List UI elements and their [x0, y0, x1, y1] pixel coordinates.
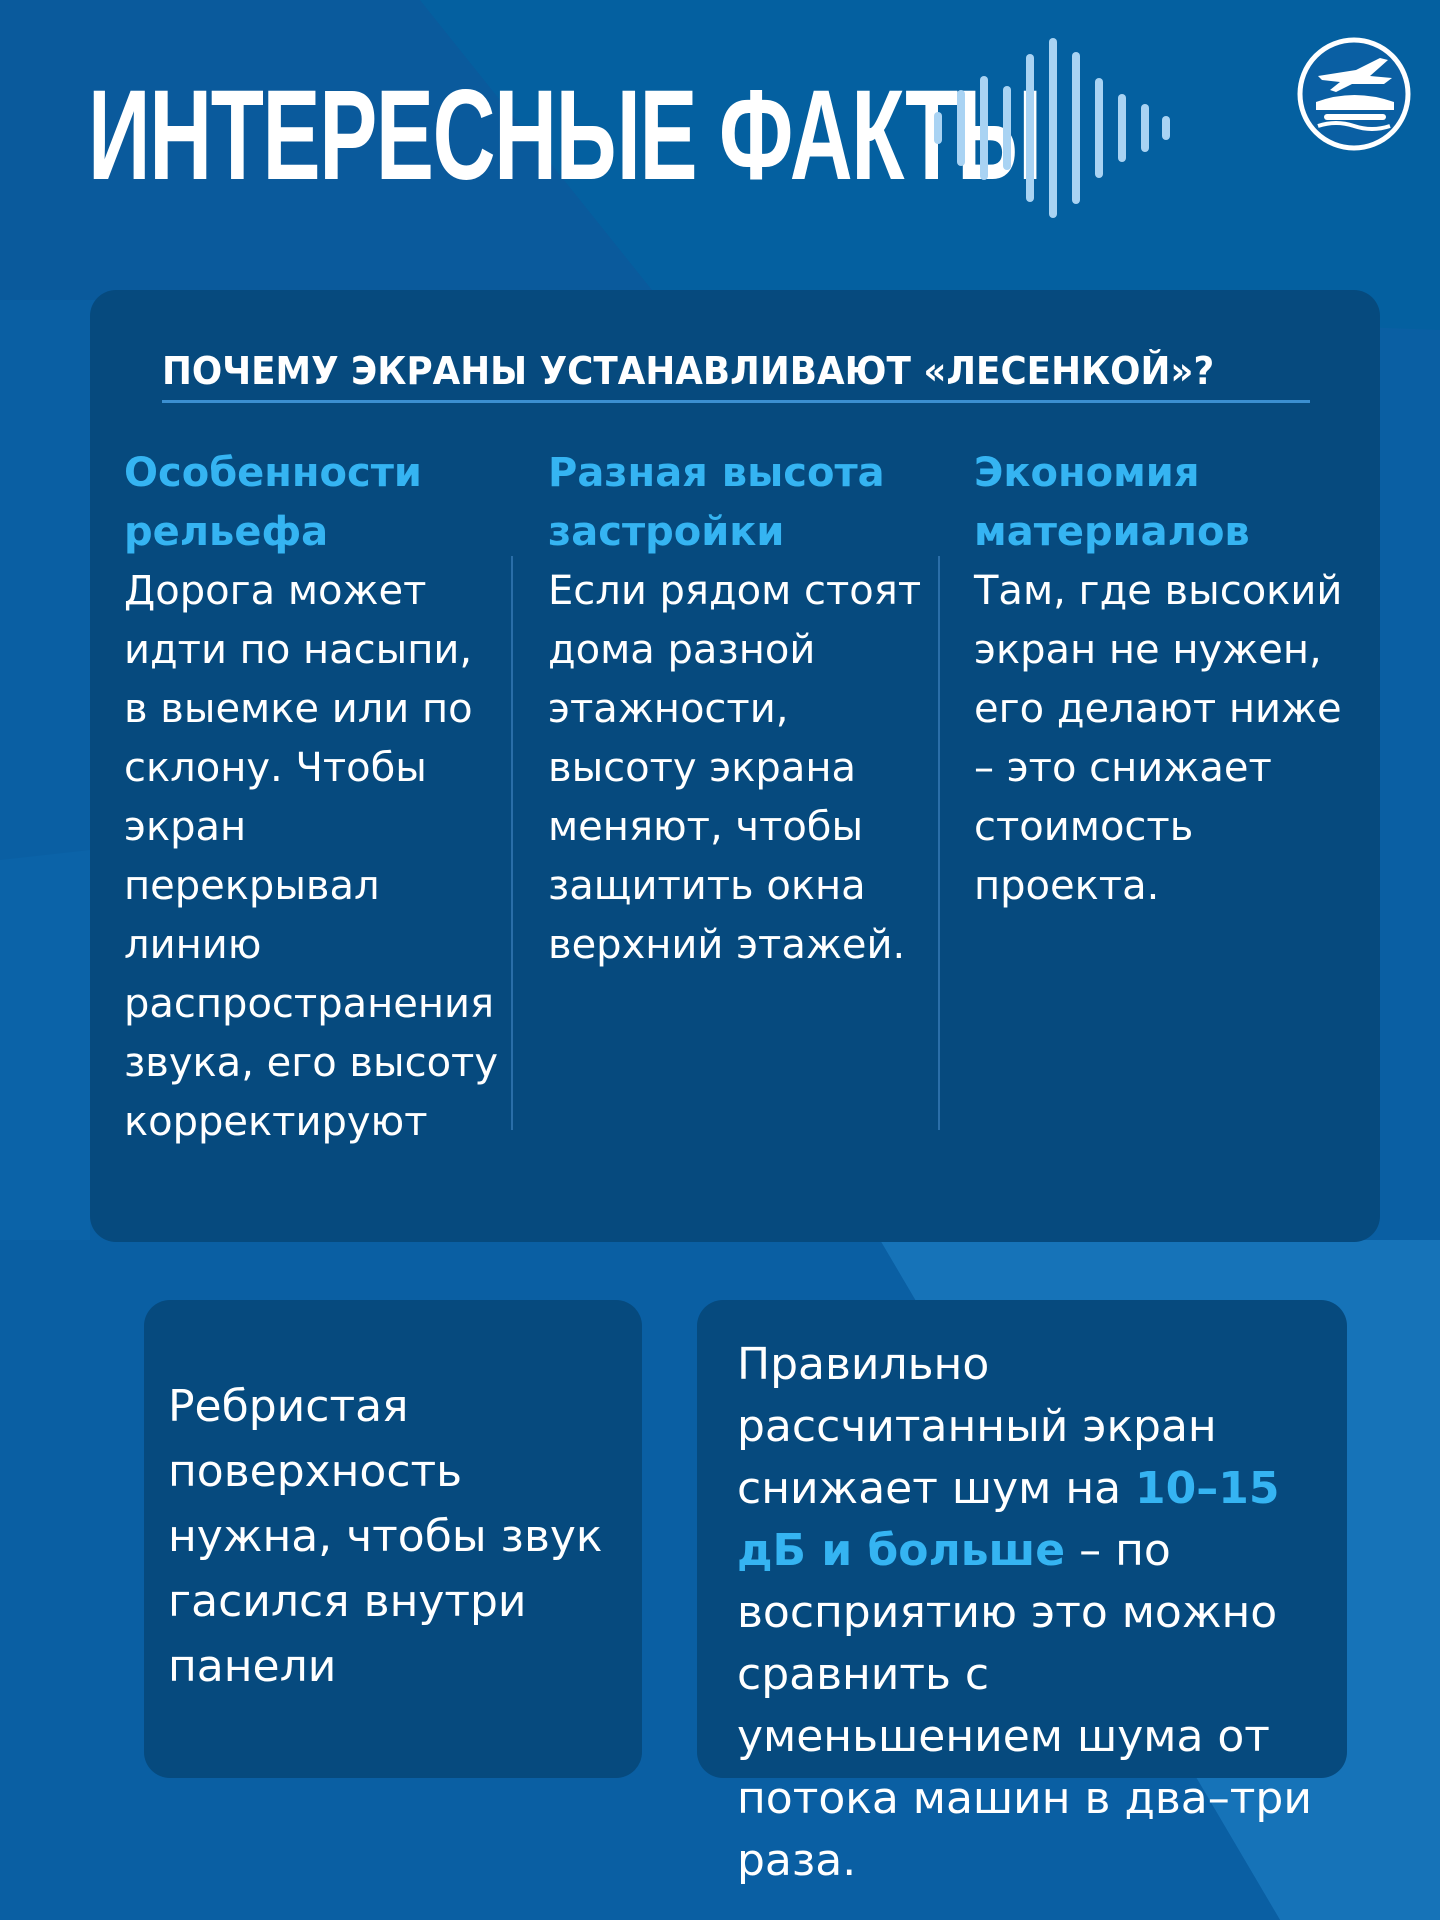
column-divider — [938, 556, 940, 1130]
reason-heading: Экономия материалов — [974, 450, 1250, 555]
why-stepped-screens-card — [90, 290, 1380, 1242]
fact-text-start: Правильно рассчитанный экран снижает шум на — [737, 1339, 1217, 1514]
reason-text: Если рядом стоят дома разной этажности, высоту экрана меняют, чтобы защитить окна верхний этажей. — [548, 568, 922, 968]
reason-column-materials — [974, 444, 1366, 916]
reason-text: Там, где высокий экран не нужен, его делают ниже – это снижает стоимость проекта. — [974, 568, 1343, 909]
reason-heading: Разная высота застройки — [548, 450, 885, 555]
page-title: ИНТЕРЕСНЫЕ ФАКТЫ — [88, 64, 1041, 207]
reason-text: Дорога может идти по насыпи, в выемке или по склону. Чтобы экран перекрывал линию распространения звука, его высоту корректируют — [124, 568, 499, 1145]
noise-reduction-fact-card — [697, 1300, 1347, 1886]
reason-column-relief — [124, 444, 504, 1152]
column-divider — [511, 556, 513, 1130]
card-question-title: ПОЧЕМУ ЭКРАНЫ УСТАНАВЛИВАЮТ «ЛЕСЕНКОЙ»? — [162, 349, 1215, 393]
fact-text-end: – по восприятию это можно сравнить с уменьшением шума от потока машин в два–три раза. — [737, 1525, 1312, 1886]
transport-logo-icon — [1296, 36, 1412, 152]
reason-heading: Особенности рельефа — [124, 450, 422, 555]
noise-reduction-highlight: 10–15 дБ и больше — [737, 1463, 1280, 1576]
title-underline — [162, 400, 1310, 403]
sound-wave-icon — [930, 36, 1170, 220]
reason-column-buildings — [548, 444, 948, 975]
ribbed-surface-fact-card — [144, 1300, 642, 1778]
fact-text: Ребристая поверхность нужна, чтобы звук гасился внутри панели — [168, 1381, 603, 1692]
